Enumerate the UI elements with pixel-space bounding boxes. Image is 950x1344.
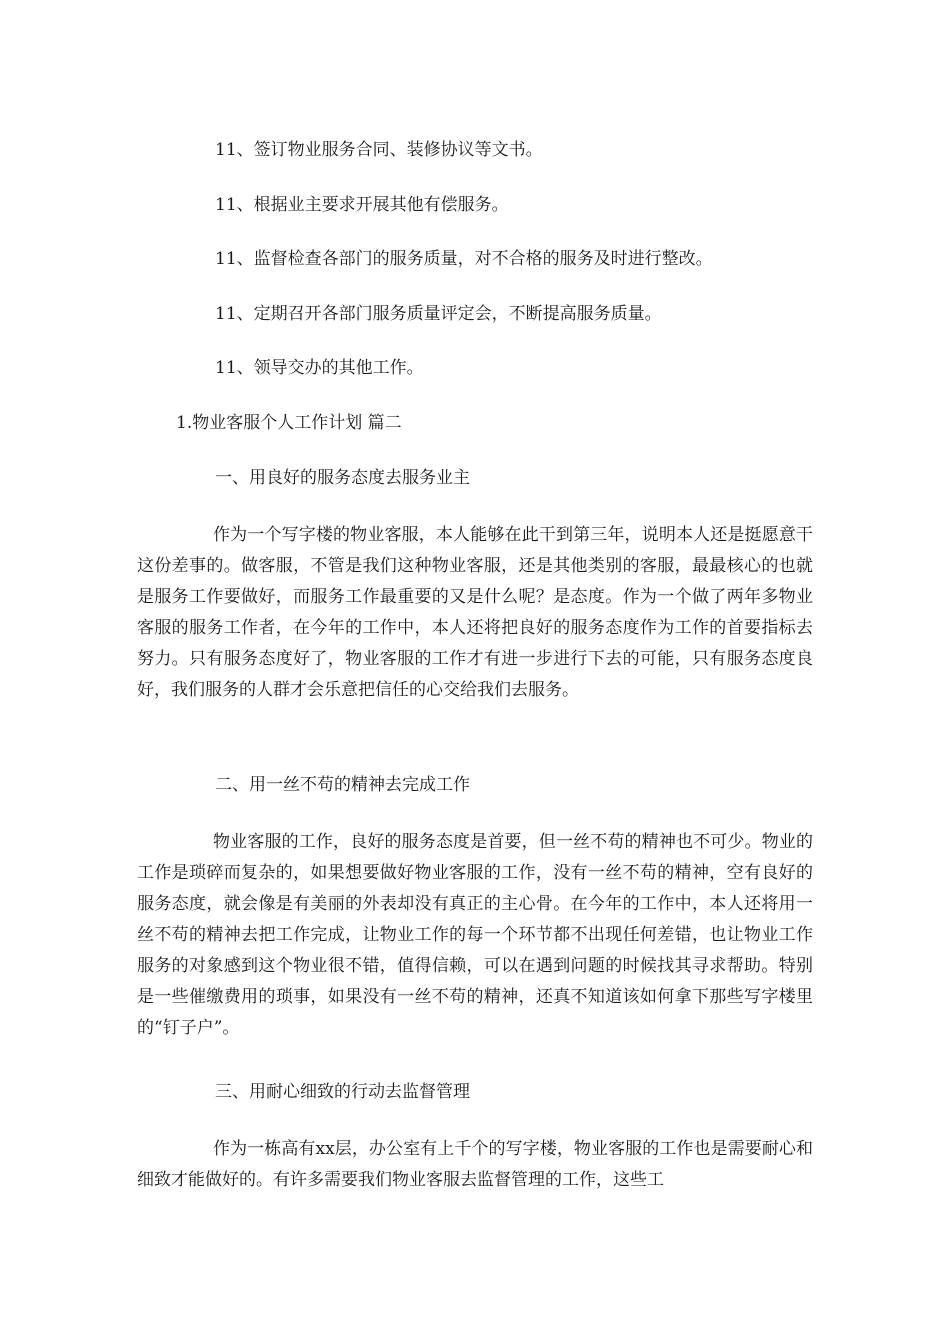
- list-item: 11、监督检查各部门的服务质量，对不合格的服务及时进行整改。: [215, 249, 713, 269]
- body-paragraph: 作为一栋高有xx层，办公室有上千个的写字楼，物业客服的工作也是需要耐心和细致才能做好的。有许多需要我们物业客服去监督管理的工作，这些工: [137, 1139, 813, 1190]
- body-paragraph: 作为一个写字楼的物业客服，本人能够在此干到第三年，说明本人还是挺愿意干这份差事的。做客服，不管是我们这种物业客服，还是其他类别的客服，最最核心的也就是服务工作要做好，而服务工作最重要的又是什么呢？是态度。作为一个做了两年多物业客服的服务工作者，在今年的工作中，本人还将把良好的服务态度作为工作的首要指标去努力。只有服务态度好了，物业客服的工作才有进一步进行下去的可能，只有服务态度良好，我们服务的人群才会乐意把信任的心交给我们去服务。: [137, 525, 813, 700]
- list-item: 11、领导交办的其他工作。: [215, 358, 424, 378]
- list-item: 11、定期召开各部门服务质量评定会，不断提高服务质量。: [215, 304, 662, 324]
- section-heading: 一、用良好的服务态度去服务业主: [215, 468, 470, 488]
- section-title: 1.物业客服个人工作计划 篇二: [176, 413, 402, 433]
- list-item: 11、根据业主要求开展其他有偿服务。: [215, 195, 509, 215]
- section-heading: 三、用耐心细致的行动去监督管理: [215, 1082, 470, 1102]
- section-heading: 二、用一丝不苟的精神去完成工作: [215, 775, 470, 795]
- list-item: 11、签订物业服务合同、装修协议等文书。: [215, 140, 543, 160]
- body-paragraph: 物业客服的工作，良好的服务态度是首要，但一丝不苟的精神也不可少。物业的工作是琐碎而复杂的，如果想要做好物业客服的工作，没有一丝不苟的精神，空有良好的服务态度，就会像是有美丽的外表却没有真正的主心骨。在今年的工作中，本人还将用一丝不苟的精神去把工作完成，让物业工作的每一个环节都不出现任何差错，也让物业工作服务的对象感到这个物业很不错，值得信赖，可以在遇到问题的时候找其寻求帮助。特别是一些催缴费用的琐事，如果没有一丝不苟的精神，还真不知道该如何拿下那些写字楼里的“钉子户”。: [137, 832, 813, 1038]
